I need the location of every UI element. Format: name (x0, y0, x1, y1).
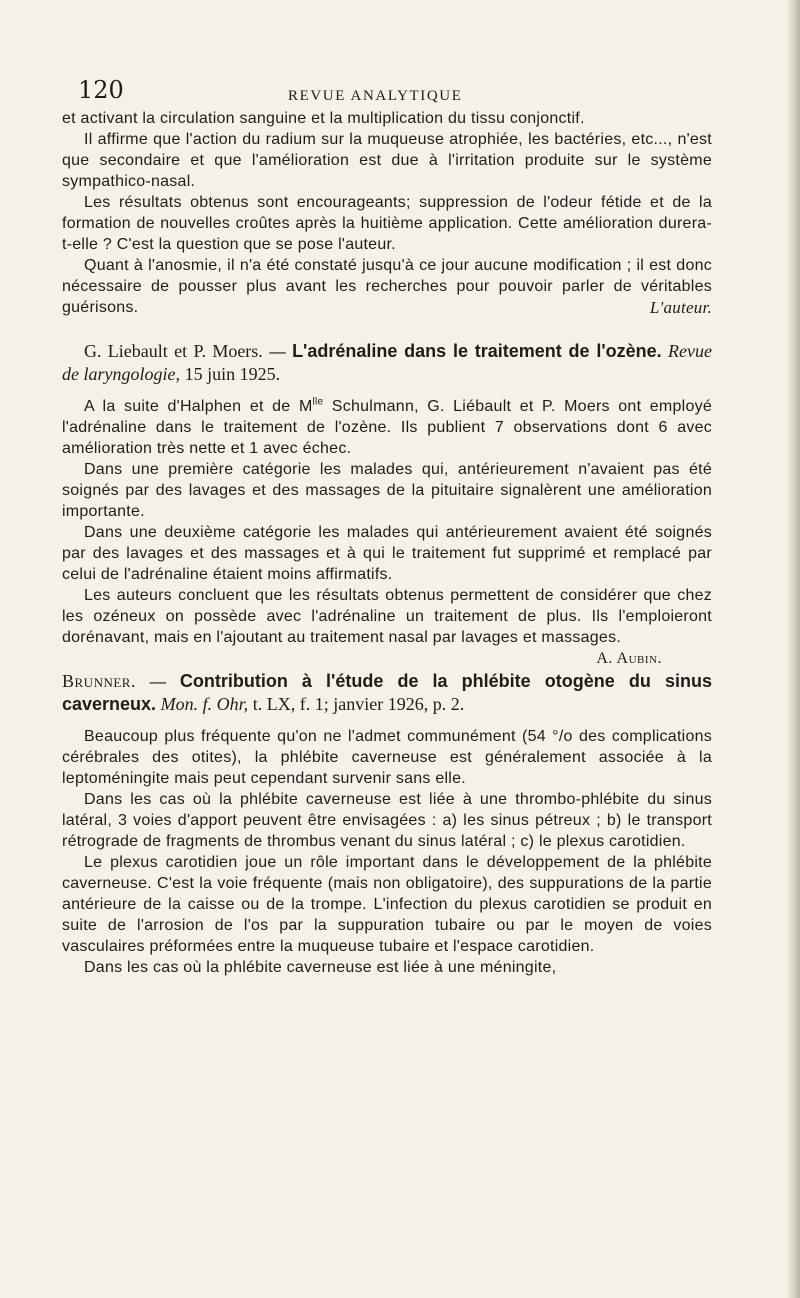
paragraph: Dans les cas où la phlébite caverneuse est liée à une méningite, (84, 959, 557, 976)
paragraph-text: Quant à l'anosmie, il n'a été constaté jusqu'à ce jour aucune modification ; il est donc nécessaire de pousser plus avant les recherches pour pouvoir parler de véritables guérisons. (62, 257, 712, 316)
conjunction: et (174, 341, 188, 361)
paragraph: A la suite d'Halphen et de $M^{lle}$ Schulmann, G. Liébault et P. Moers ont employé l'adrénaline dans le traitement de l'ozène. Ils publient 7 observations dont 6 avec amélioration très nette et 1 avec échec. (62, 396, 713, 457)
paragraph: Il affirme que l'action du radium sur la muqueuse atrophiée, les bactéries, etc..., n'est que secondaire et que l'amélioration est due à l'irritation produite sur le système sympathico-nasal. (62, 131, 712, 190)
article-phlebite (62, 670, 712, 978)
paragraph: Beaucoup plus fréquente qu'on ne l'admet communément (54 °/o des complications cérébrales des otites), la phlébite caverneuse est généralement associée à la leptoméningite mais peut cependant survenir sans elle. (62, 728, 712, 787)
journal-name: Revue de laryngologie, (62, 341, 712, 384)
page-edge-shadow (786, 0, 800, 1298)
article-heading (62, 670, 712, 716)
publication-date: 15 juin 1925. (184, 364, 281, 384)
author-2: P. Moers. (193, 341, 263, 361)
article-title: Contribution à l'étude de la phlébite otogène du sinus caverneux. (62, 671, 712, 714)
author: Brunner. (62, 671, 136, 691)
signature: L'auteur. (649, 298, 712, 317)
running-head: REVUE ANALYTIQUE (288, 88, 463, 104)
paragraph (62, 255, 712, 318)
paragraph: Les auteurs concluent que les résultats obtenus permettent de considérer que chez les ozéneux on possède avec l'adrénaline un traitement de plus. Ils l'emploieront dorénavant, mais en l'ajoutant au traitement nasal par lavages et massages. A. Aubin. (62, 587, 712, 667)
article-heading (62, 340, 712, 386)
journal-name: Mon. f. Ohr, (160, 694, 249, 714)
paragraph: Les résultats obtenus sont encourageants; suppression de l'odeur fétide et de la formation de nouvelles croûtes après la huitième application. Cette amélioration durera-t-elle ? C'est la question que se pose l'auteur. (62, 194, 712, 253)
author-1: G. Liebault (84, 341, 168, 361)
article-title: L'adrénaline dans le traitement de l'ozène. (292, 341, 662, 361)
paragraph: Le plexus carotidien joue un rôle important dans le développement de la phlébite caverneuse. C'est la voie fréquente (mais non obligatoire), des suppurations de la partie antérieure de la caisse ou de la trompe. L'infection du plexus carotidien se produit en suite de l'arrosion de l'os par la suppuration tubaire ou par le moyen de voies vasculaires préformées entre la muqueuse tubaire et l'espace carotidien. (62, 854, 712, 955)
paragraph: Dans les cas où la phlébite caverneuse est liée à une thrombo-phlébite du sinus latéral, 3 voies d'apport peuvent être envisagées : a) les sinus pétreux ; b) le transport rétrograde de fragments de thrombus venant du sinus latéral ; c) le plexus carotidien. (62, 791, 712, 850)
publication-details: t. LX, f. 1; janvier 1926, p. 2. (252, 694, 465, 714)
article-adrenaline (62, 340, 713, 667)
dash: — (269, 343, 286, 361)
superscript: lle (312, 396, 324, 408)
dash: — (149, 673, 167, 691)
paragraph: Dans une première catégorie les malades qui, antérieurement n'avaient pas été soignés par des lavages et des massages de la pituitaire signalèrent une amélioration importante. (62, 461, 712, 520)
section-continuation (62, 108, 712, 318)
page-number: 120 (78, 76, 124, 104)
paragraph: et activant la circulation sanguine et la multiplication du tissu conjonctif. (62, 110, 585, 127)
paragraph: Dans une deuxième catégorie les malades qui antérieurement avaient été soignés par des lavages et des massages et à qui le traitement fut supprimé et remplacé par celui de l'adrénaline étaient moins affirmatifs. (62, 524, 712, 583)
page-header (62, 70, 712, 108)
signature: A. Aubin. (596, 650, 662, 667)
page (62, 70, 712, 978)
